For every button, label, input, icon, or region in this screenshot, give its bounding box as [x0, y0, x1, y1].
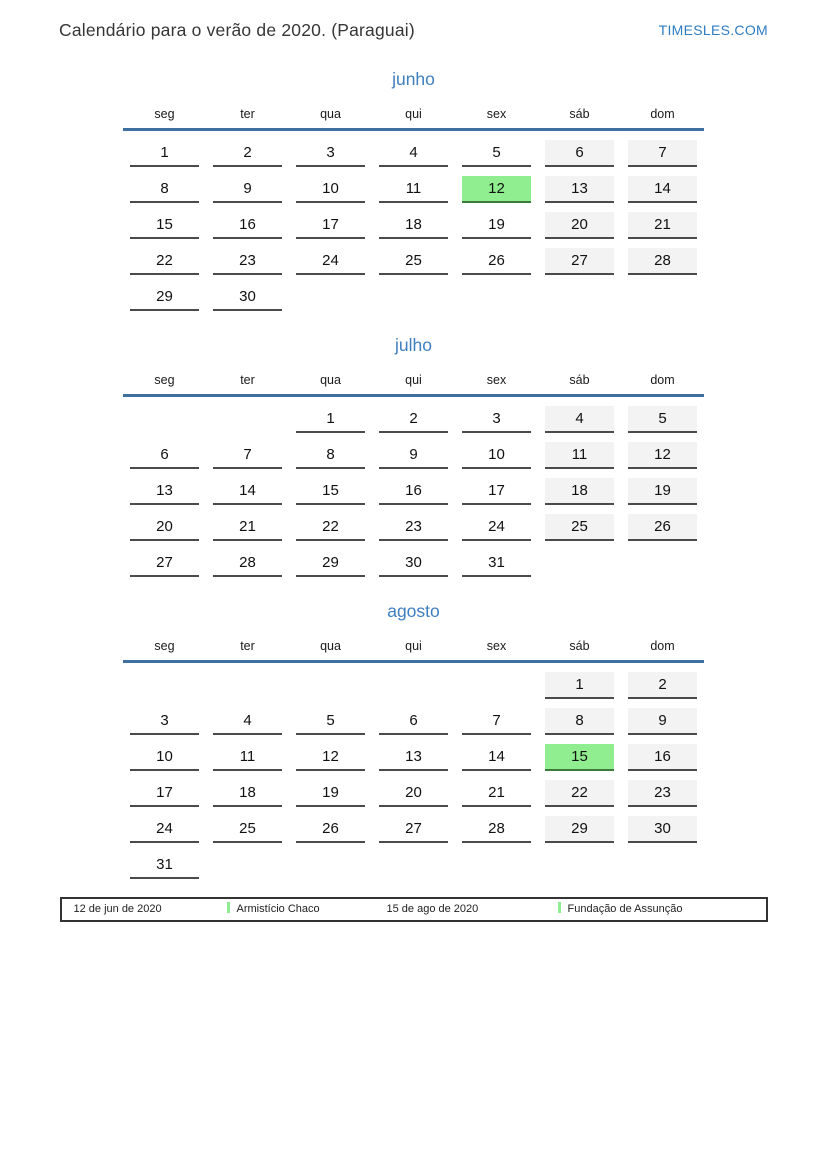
day-cell	[289, 478, 372, 505]
day-number: 10	[130, 744, 199, 771]
day-number: 24	[462, 514, 531, 541]
weekday-label: sáb	[569, 639, 590, 653]
day-cell	[621, 780, 704, 807]
empty-cell	[206, 672, 289, 699]
weekday-label: seg	[154, 639, 175, 653]
day-number: 3	[130, 708, 199, 735]
weekday-header-row	[123, 107, 704, 131]
holiday-marker-icon	[227, 902, 230, 913]
holiday-legend	[60, 897, 768, 922]
week-row	[123, 807, 704, 843]
day-cell	[455, 514, 538, 541]
holiday-date: 12 de jun de 2020	[73, 903, 162, 915]
day-cell	[372, 212, 455, 239]
day-number: 30	[213, 284, 282, 311]
day-cell	[538, 140, 621, 167]
day-cell	[455, 780, 538, 807]
day-number: 25	[545, 514, 614, 541]
day-cell	[455, 816, 538, 843]
week-row	[123, 771, 704, 807]
day-cell	[206, 140, 289, 167]
day-number: 6	[545, 140, 614, 167]
day-number: 2	[628, 672, 697, 699]
month-title: junho	[392, 69, 435, 89]
day-cell	[289, 816, 372, 843]
day-cell	[206, 780, 289, 807]
day-number: 24	[130, 816, 199, 843]
day-cell	[538, 478, 621, 505]
day-number: 18	[213, 780, 282, 807]
day-number: 15	[296, 478, 365, 505]
day-cell	[206, 248, 289, 275]
day-cell	[123, 176, 206, 203]
week-row	[123, 735, 704, 771]
day-number: 23	[379, 514, 448, 541]
day-number: 20	[545, 212, 614, 239]
day-number: 13	[379, 744, 448, 771]
empty-cell	[538, 550, 621, 577]
day-cell	[621, 816, 704, 843]
day-cell	[455, 212, 538, 239]
day-cell	[372, 478, 455, 505]
day-cell	[123, 248, 206, 275]
week-row	[123, 275, 704, 311]
day-number: 5	[462, 140, 531, 167]
day-cell	[621, 176, 704, 203]
day-cell	[123, 780, 206, 807]
weekday-label: qua	[320, 373, 341, 387]
day-number: 7	[213, 442, 282, 469]
day-number: 26	[462, 248, 531, 275]
weekday-label: ter	[240, 373, 255, 387]
day-number: 20	[130, 514, 199, 541]
empty-cell	[621, 284, 704, 311]
weekday-label: ter	[240, 107, 255, 121]
day-number: 21	[213, 514, 282, 541]
day-number: 27	[545, 248, 614, 275]
holiday-date: 15 de ago de 2020	[386, 903, 479, 915]
day-cell	[621, 744, 704, 771]
day-cell	[538, 248, 621, 275]
day-number: 26	[628, 514, 697, 541]
day-cell	[621, 478, 704, 505]
day-number: 31	[130, 852, 199, 879]
day-cell	[289, 140, 372, 167]
empty-cell	[289, 284, 372, 311]
day-number: 3	[462, 406, 531, 433]
day-cell	[621, 708, 704, 735]
day-cell	[123, 852, 206, 879]
day-number: 11	[379, 176, 448, 203]
day-number: 25	[213, 816, 282, 843]
day-cell	[123, 478, 206, 505]
day-cell	[455, 478, 538, 505]
day-cell	[123, 550, 206, 577]
day-number: 13	[130, 478, 199, 505]
weekday-header-row	[123, 373, 704, 397]
day-number: 19	[296, 780, 365, 807]
day-cell	[289, 212, 372, 239]
day-number: 9	[379, 442, 448, 469]
day-cell	[538, 708, 621, 735]
empty-cell	[455, 672, 538, 699]
page-title: Calendário para o verão de 2020. (Paraguai)	[59, 20, 415, 40]
week-row	[123, 469, 704, 505]
day-cell	[538, 176, 621, 203]
empty-cell	[372, 672, 455, 699]
day-cell	[123, 514, 206, 541]
week-row	[123, 131, 704, 167]
day-number: 12	[296, 744, 365, 771]
day-number: 17	[130, 780, 199, 807]
day-number: 14	[213, 478, 282, 505]
day-number: 17	[462, 478, 531, 505]
empty-cell	[372, 284, 455, 311]
day-number: 21	[628, 212, 697, 239]
weekday-label: dom	[650, 639, 675, 653]
day-cell	[289, 744, 372, 771]
day-number: 30	[628, 816, 697, 843]
week-row	[123, 397, 704, 433]
day-number: 4	[545, 406, 614, 433]
day-number: 9	[213, 176, 282, 203]
day-number: 6	[379, 708, 448, 735]
week-row	[123, 505, 704, 541]
day-cell	[372, 514, 455, 541]
day-cell	[455, 442, 538, 469]
month-junho	[123, 68, 704, 311]
day-cell	[123, 744, 206, 771]
empty-cell	[123, 672, 206, 699]
day-cell	[455, 140, 538, 167]
day-cell	[123, 708, 206, 735]
day-cell	[372, 176, 455, 203]
weekday-label: qua	[320, 107, 341, 121]
site-logo-link[interactable]: TIMESLES.COM	[658, 22, 768, 38]
day-number: 8	[130, 176, 199, 203]
empty-cell	[289, 672, 372, 699]
day-number: 14	[628, 176, 697, 203]
day-cell	[621, 248, 704, 275]
day-cell	[206, 176, 289, 203]
day-number: 5	[296, 708, 365, 735]
day-number: 19	[628, 478, 697, 505]
day-number: 15	[130, 212, 199, 239]
day-cell	[123, 212, 206, 239]
day-number: 7	[462, 708, 531, 735]
day-number: 9	[628, 708, 697, 735]
day-cell	[455, 406, 538, 433]
day-number: 22	[545, 780, 614, 807]
empty-cell	[621, 852, 704, 879]
weekday-header-row	[123, 639, 704, 663]
page-header	[0, 0, 827, 41]
weekday-label: sex	[486, 107, 507, 121]
day-cell	[621, 442, 704, 469]
day-cell	[289, 176, 372, 203]
day-number: 8	[296, 442, 365, 469]
day-cell	[621, 514, 704, 541]
empty-cell	[538, 284, 621, 311]
day-number: 11	[545, 442, 614, 469]
weekday-label: sex	[486, 639, 507, 653]
weekday-label: qui	[405, 373, 422, 387]
weekday-label: qui	[405, 107, 422, 121]
day-number: 10	[462, 442, 531, 469]
day-number: 30	[379, 550, 448, 577]
day-number: 16	[379, 478, 448, 505]
day-cell	[455, 708, 538, 735]
day-cell	[538, 442, 621, 469]
day-cell	[455, 176, 538, 203]
day-cell	[123, 140, 206, 167]
day-cell	[372, 140, 455, 167]
day-number: 2	[379, 406, 448, 433]
day-cell	[123, 442, 206, 469]
month-title: julho	[395, 335, 432, 355]
weekday-label: sáb	[569, 373, 590, 387]
day-cell	[538, 672, 621, 699]
day-cell	[123, 816, 206, 843]
day-number: 13	[545, 176, 614, 203]
week-row	[123, 843, 704, 879]
day-cell	[289, 248, 372, 275]
day-cell	[206, 744, 289, 771]
month-julho	[123, 334, 704, 577]
day-number: 16	[213, 212, 282, 239]
day-number: 12	[628, 442, 697, 469]
day-cell	[455, 744, 538, 771]
day-number: 20	[379, 780, 448, 807]
day-cell	[538, 816, 621, 843]
day-cell	[372, 442, 455, 469]
day-cell	[206, 284, 289, 311]
day-cell	[289, 780, 372, 807]
day-number: 1	[130, 140, 199, 167]
empty-cell	[455, 852, 538, 879]
day-cell	[289, 514, 372, 541]
day-number: 28	[628, 248, 697, 275]
day-number: 10	[296, 176, 365, 203]
day-number: 28	[213, 550, 282, 577]
empty-cell	[455, 284, 538, 311]
week-row	[123, 699, 704, 735]
day-cell	[289, 442, 372, 469]
day-cell	[538, 212, 621, 239]
holiday-day-number: 12	[462, 176, 531, 203]
weekday-label: sáb	[569, 107, 590, 121]
day-number: 26	[296, 816, 365, 843]
day-cell	[372, 550, 455, 577]
weekday-label: dom	[650, 373, 675, 387]
day-cell	[289, 406, 372, 433]
day-cell	[538, 514, 621, 541]
day-number: 3	[296, 140, 365, 167]
day-number: 18	[379, 212, 448, 239]
weekday-label: dom	[650, 107, 675, 121]
day-cell	[621, 672, 704, 699]
day-number: 14	[462, 744, 531, 771]
day-number: 29	[545, 816, 614, 843]
day-cell	[372, 406, 455, 433]
day-number: 29	[296, 550, 365, 577]
day-number: 22	[130, 248, 199, 275]
week-row	[123, 167, 704, 203]
week-row	[123, 541, 704, 577]
day-number: 29	[130, 284, 199, 311]
day-cell	[372, 780, 455, 807]
day-cell	[123, 284, 206, 311]
day-number: 6	[130, 442, 199, 469]
week-row	[123, 203, 704, 239]
day-cell	[206, 708, 289, 735]
day-number: 4	[213, 708, 282, 735]
weekday-label: sex	[486, 373, 507, 387]
day-number: 28	[462, 816, 531, 843]
day-number: 1	[545, 672, 614, 699]
day-cell	[372, 744, 455, 771]
day-cell	[372, 708, 455, 735]
day-cell	[455, 248, 538, 275]
day-number: 18	[545, 478, 614, 505]
day-cell	[538, 406, 621, 433]
week-row	[123, 239, 704, 275]
holiday-day-number: 15	[545, 744, 614, 771]
day-number: 21	[462, 780, 531, 807]
day-number: 7	[628, 140, 697, 167]
day-number: 8	[545, 708, 614, 735]
day-cell	[206, 442, 289, 469]
day-number: 24	[296, 248, 365, 275]
weekday-label: qui	[405, 639, 422, 653]
day-cell	[538, 780, 621, 807]
day-number: 2	[213, 140, 282, 167]
day-number: 27	[379, 816, 448, 843]
holiday-name: Armistício Chaco	[227, 899, 320, 920]
day-cell	[372, 248, 455, 275]
day-number: 23	[628, 780, 697, 807]
day-number: 23	[213, 248, 282, 275]
day-cell	[455, 550, 538, 577]
day-number: 25	[379, 248, 448, 275]
empty-cell	[206, 406, 289, 433]
day-number: 31	[462, 550, 531, 577]
day-cell	[372, 816, 455, 843]
week-row	[123, 433, 704, 469]
month-agosto	[123, 600, 704, 879]
day-cell	[289, 550, 372, 577]
day-number: 19	[462, 212, 531, 239]
empty-cell	[289, 852, 372, 879]
calendar-months	[123, 68, 704, 879]
day-cell	[206, 816, 289, 843]
day-number: 1	[296, 406, 365, 433]
empty-cell	[372, 852, 455, 879]
day-cell	[206, 550, 289, 577]
week-row	[123, 663, 704, 699]
day-cell	[206, 212, 289, 239]
day-cell	[538, 744, 621, 771]
day-number: 22	[296, 514, 365, 541]
day-cell	[206, 478, 289, 505]
weekday-label: qua	[320, 639, 341, 653]
day-number: 16	[628, 744, 697, 771]
day-number: 11	[213, 744, 282, 771]
month-title: agosto	[387, 601, 440, 621]
day-number: 17	[296, 212, 365, 239]
day-number: 27	[130, 550, 199, 577]
weekday-label: seg	[154, 373, 175, 387]
day-cell	[289, 708, 372, 735]
empty-cell	[621, 550, 704, 577]
day-cell	[621, 406, 704, 433]
empty-cell	[538, 852, 621, 879]
weekday-label: ter	[240, 639, 255, 653]
weekday-label: seg	[154, 107, 175, 121]
empty-cell	[123, 406, 206, 433]
day-cell	[621, 140, 704, 167]
day-cell	[621, 212, 704, 239]
day-cell	[206, 514, 289, 541]
holiday-marker-icon	[558, 902, 561, 913]
empty-cell	[206, 852, 289, 879]
holiday-name: Fundação de Assunção	[558, 899, 683, 920]
day-number: 4	[379, 140, 448, 167]
day-number: 5	[628, 406, 697, 433]
